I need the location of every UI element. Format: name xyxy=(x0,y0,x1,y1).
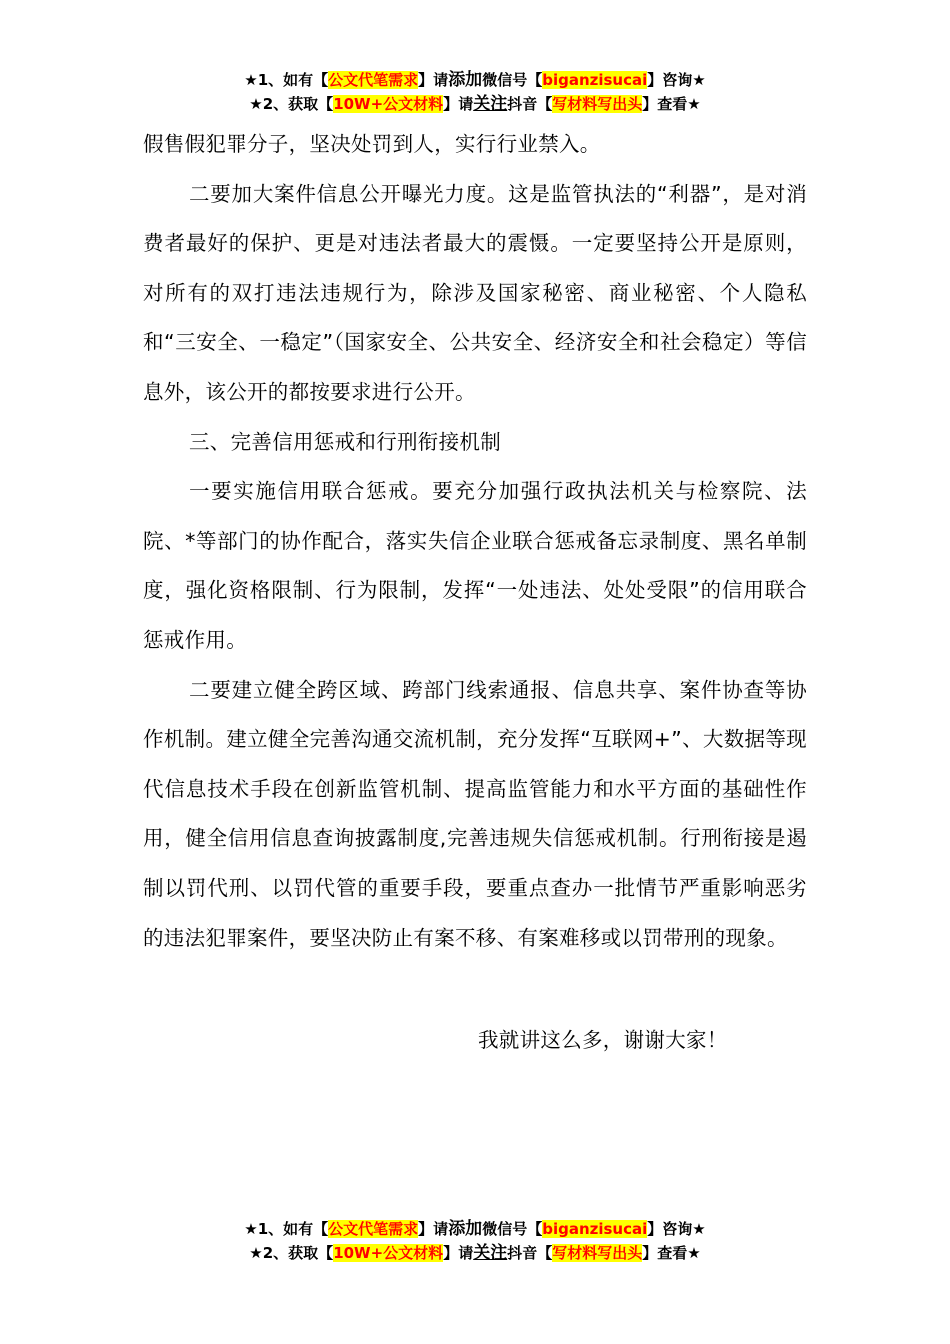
banner-emphasis: 关注 xyxy=(473,1243,508,1263)
banner-text: ★2、获取【 xyxy=(249,95,334,113)
banner-highlight: biganzisucai xyxy=(542,1220,648,1238)
banner-text: 】咨询★ xyxy=(647,1220,706,1238)
banner-text: ★1、如有【 xyxy=(244,1220,329,1238)
banner-highlight: 写材料写出头 xyxy=(552,95,643,113)
banner-text: 微信号【 xyxy=(482,1220,543,1238)
banner-text: ★2、获取【 xyxy=(249,1244,334,1262)
banner-highlight: 10W+公文材料 xyxy=(333,95,444,113)
banner-text: 】请 xyxy=(418,1220,449,1238)
banner-text: 】咨询★ xyxy=(647,71,706,89)
banner-text: 】请 xyxy=(443,1244,474,1262)
banner-line-1 xyxy=(0,68,950,92)
banner-text: ★1、如有【 xyxy=(244,71,329,89)
banner-text: 抖音【 xyxy=(507,1244,553,1262)
paragraph-continuation: 假售假犯罪分子，坚决处罚到人，实行行业禁入。 xyxy=(143,132,601,156)
banner-highlight: 写材料写出头 xyxy=(552,1244,643,1262)
banner-line-2 xyxy=(0,1241,950,1265)
banner-emphasis: 添加 xyxy=(448,70,483,90)
paragraph-disclosure: 二要加大案件信息公开曝光力度。这是监管执法的“利器”，是对消费者最好的保护、更是对违法者最大的震慑。一定要坚持公开是原则，对所有的双打违法违规行为，除涉及国家秘密、商业秘密、个人隐私和“三安全、一稳定”（国家安全、公共安全、经济安全和社会稳定）等信息外，该公开的都按要求进行公开。 xyxy=(143,181,807,404)
paragraph-cooperation-mechanism: 二要建立健全跨区域、跨部门线索通报、信息共享、案件协查等协作机制。建立健全完善沟通交流机制，充分发挥“互联网+”、大数据等现代信息技术手段在创新监管机制、提高监管能力和水平方面的基础性作用，健全信用信息查询披露制度,完善违规失信惩戒机制。行刑衔接是遏制以罚代刑、以罚代管的重要手段，要重点查办一批情节严重影响恶劣的违法犯罪案件，要坚决防止有案不移、有案难移或以罚带刑的现象。 xyxy=(143,677,807,950)
banner-highlight: 公文代笔需求 xyxy=(328,71,419,89)
closing-remark: 我就讲这么多，谢谢大家！ xyxy=(478,1028,728,1052)
banner-emphasis: 关注 xyxy=(473,94,508,114)
banner-text: 抖音【 xyxy=(507,95,553,113)
banner-emphasis: 添加 xyxy=(448,1219,483,1239)
banner-line-1 xyxy=(0,1217,950,1241)
banner-line-2 xyxy=(0,92,950,116)
banner-text: 】请 xyxy=(418,71,449,89)
banner-highlight: 公文代笔需求 xyxy=(328,1220,419,1238)
banner-highlight: 10W+公文材料 xyxy=(333,1244,444,1262)
banner-text: 】查看★ xyxy=(642,95,701,113)
banner-text: 微信号【 xyxy=(482,71,543,89)
footer-banner xyxy=(0,1217,950,1265)
document-body xyxy=(143,120,807,963)
section-heading: 三、完善信用惩戒和行刑衔接机制 xyxy=(189,429,501,454)
header-banner xyxy=(0,68,950,116)
banner-text: 】请 xyxy=(443,95,474,113)
banner-highlight: biganzisucai xyxy=(542,71,648,89)
banner-text: 】查看★ xyxy=(642,1244,701,1262)
paragraph-credit-punishment: 一要实施信用联合惩戒。要充分加强行政执法机关与检察院、法院、*等部门的协作配合，落实失信企业联合惩戒备忘录制度、黑名单制度，强化资格限制、行为限制，发挥“一处违法、处处受限”的信用联合惩戒作用。 xyxy=(143,479,807,652)
